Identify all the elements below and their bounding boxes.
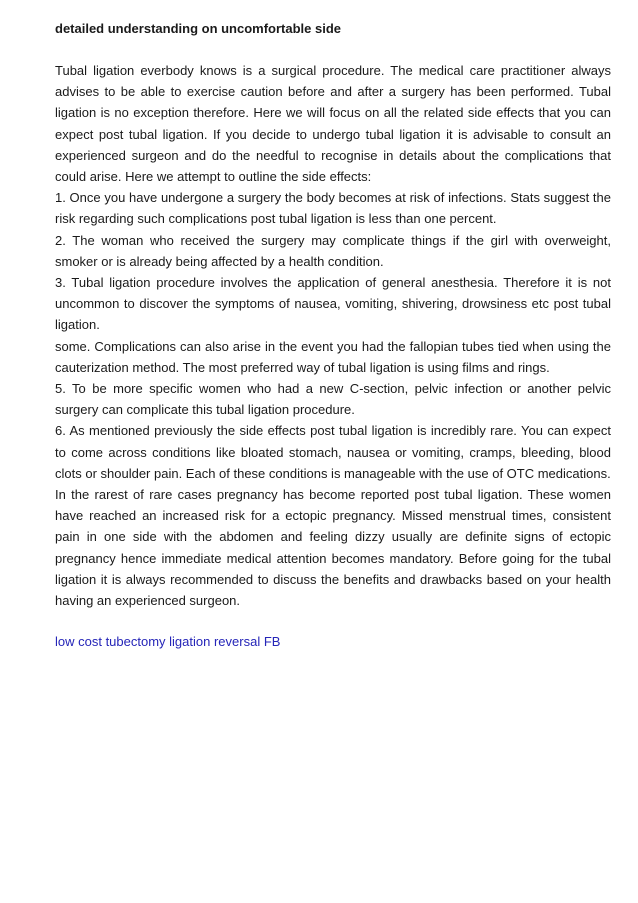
side-effect-item-2: 2. The woman who received the surgery may complicate things if the girl with overweight, smoker or is already being affected by a health condition.: [55, 232, 611, 269]
intro-paragraph: Tubal ligation everbody knows is a surgical procedure. The medical care practitioner always advises to be able to exercise caution before and after a surgery has been performed. Tubal ligation is no exception therefore. Here we will focus on all the related side effects that you can expect post tubal ligation. If you decide to undergo tubal ligation it is advisable to consult an experienced surgeon and do the needful to recognise in details about the complications that could arise. Here we attempt to outline the side effects:: [55, 63, 611, 185]
ectopic-pregnancy-paragraph: In the rarest of rare cases pregnancy has become reported post tubal ligation. These women have reached an increased risk for a ectopic pregnancy. Missed menstrual times, consistent pain in one side with the abdomen and feeling dizzy usually are definite signs of ectopic pregnancy hence immediate medical attention becomes mandatory. Before going for the tubal ligation it is always recommended to discuss the benefits and drawbacks based on your health having an experienced surgeon.: [55, 487, 611, 609]
side-effect-item-4: some. Complications can also arise in the event you had the fallopian tubes tied when using the cauterization method. The most preferred way of tubal ligation is using films and rings.: [55, 338, 611, 375]
side-effect-item-5: 5. To be more specific women who had a new C-section, pelvic infection or another pelvic surgery can complicate this tubal ligation procedure.: [55, 381, 611, 418]
side-effect-item-1: 1. Once you have undergone a surgery the body becomes at risk of infections. Stats suggest the risk regarding such complications post tubal ligation is less than one percent.: [55, 190, 611, 227]
document-heading: detailed understanding on uncomfortable side: [55, 21, 342, 36]
reversal-link[interactable]: low cost tubectomy ligation reversal FB: [55, 634, 281, 650]
document-body: [55, 60, 611, 611]
document-page: [55, 20, 611, 651]
side-effect-item-3: 3. Tubal ligation procedure involves the application of general anesthesia. Therefore it is not uncommon to discover the symptoms of nausea, vomiting, shivering, drowsiness etc post tubal ligation.: [55, 275, 611, 333]
side-effect-item-6: 6. As mentioned previously the side effects post tubal ligation is incredibly rare. You can expect to come across conditions like bloated stomach, nausea or vomiting, cramps, bleeding, blood clots or shoulder pain. Each of these conditions is manageable with the use of OTC medications.: [55, 423, 611, 481]
